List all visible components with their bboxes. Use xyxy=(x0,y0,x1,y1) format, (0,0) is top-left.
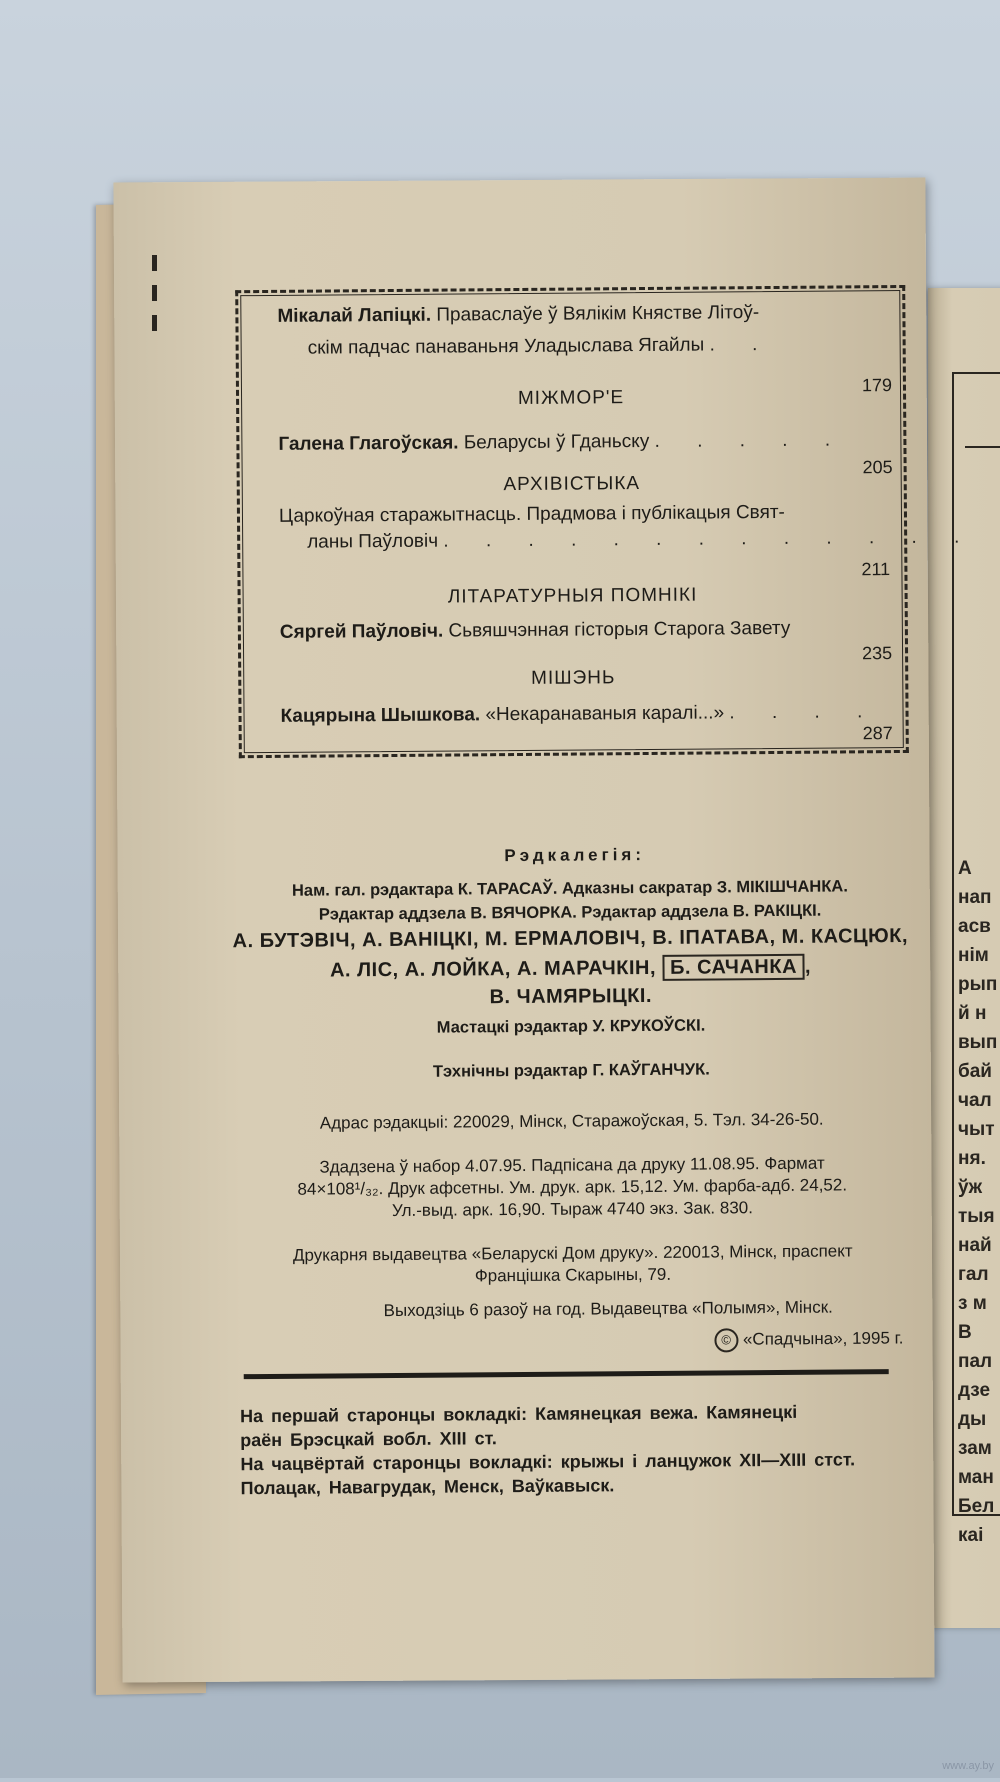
facing-page-fragment: пал xyxy=(958,1351,993,1372)
facing-page-fragment: В xyxy=(958,1322,972,1343)
copyright-text: «Спадчына», 1995 г. xyxy=(742,1328,904,1349)
toc-page-number: 205 xyxy=(862,457,893,478)
facing-page-fragment: най xyxy=(958,1235,992,1256)
facing-page-fragment: Бел xyxy=(958,1496,995,1517)
toc-title: Сьвяшчэнная гісторыя Старога Завету xyxy=(448,617,791,642)
toc-page-number: 179 xyxy=(861,375,893,396)
facing-page-fragment: дзе xyxy=(958,1380,991,1401)
editorial-members: В. ЧАМЯРЫЦКІ. xyxy=(489,984,653,1009)
toc-entry-1-cont: скім падчас панаваньня Уладыслава Ягайлы . . xyxy=(307,333,774,359)
cover-note: На чацвёртай старонцы вокладкі: крыжы і ланцужок XII—XIII стст. xyxy=(240,1449,856,1475)
toc-entry-2: Галена Глагоўская. Беларусы ў Гданьску . . . . . xyxy=(278,429,847,455)
facing-page-fragment: чал xyxy=(958,1090,992,1111)
cover-note: На першай старонцы вокладкі: Камянецкая вежа. Камянецкі xyxy=(239,1401,798,1427)
toc-section-heading: АРХІВІСТЫКА xyxy=(503,473,641,496)
toc-section-heading: МІЖМОР'Е xyxy=(517,387,625,410)
editorial-members-text: А. ЛІС, А. ЛОЙКА, А. МАРАЧКІН, xyxy=(329,956,657,982)
facing-page-fragment: асв xyxy=(958,916,991,937)
printer-info: Францішка Скарыны, 79. xyxy=(474,1264,672,1286)
editorial-address: Адрас рэдакцыі: 220029, Мінск, Старажоўская, 5. Тэл. 34-26-50. xyxy=(319,1109,824,1133)
editorial-line: Рэдактар аддзела В. ВЯЧОРКА. Рэдактар аддзела В. РАКІЦКІ. xyxy=(318,901,822,924)
facing-page-fragment: ман xyxy=(958,1467,994,1488)
toc-author: Мікалай Лапіцкі. xyxy=(277,304,432,327)
printer-info: Друкарня выдавецтва «Беларускі Дом друку». 220013, Мінск, праспект xyxy=(292,1241,853,1265)
section-divider xyxy=(244,1369,889,1379)
editorial-board-heading: Рэдкалегія: xyxy=(504,845,646,866)
toc-entry-5: Кацярына Шышкова. «Некаранаваныя каралі...» . . . . xyxy=(280,701,879,727)
editorial-line: Нам. гал. рэдактара К. ТАРАСАЎ. Адказны сакратар З. МІКІШЧАНКА. xyxy=(291,877,848,900)
toc-section-heading: ЛІТАРАТУРНЫЯ ПОМНІКІ xyxy=(447,584,698,608)
cover-note: Полацак, Навагрудак, Менск, Ваўкавыск. xyxy=(240,1475,615,1499)
cover-note: раён Брэсцкай вобл. XIII ст. xyxy=(240,1428,497,1451)
toc-title: скім падчас панаваньня Уладыслава Ягайлы xyxy=(307,334,705,359)
facing-page-fragment: й н xyxy=(958,1003,987,1024)
toc-entry-3-cont: ланы Паўловіч . . . . . . . . . . . . . xyxy=(307,526,976,553)
highlighted-name: Б. САЧАНКА xyxy=(662,954,805,981)
toc-title: Беларусы ў Гданьску xyxy=(463,430,650,454)
toc-title: ланы Паўловіч xyxy=(307,530,439,553)
editorial-members-comma: , xyxy=(804,955,812,978)
facing-page-fragment: ня. xyxy=(958,1148,986,1169)
facing-page-fragment: рып xyxy=(958,974,998,995)
toc-author: Галена Глагоўская. xyxy=(278,432,459,455)
art-editor: Мастацкі рэдактар У. КРУКОЎСКІ. xyxy=(436,1016,706,1037)
toc-author: Сяргей Паўловіч. xyxy=(279,620,444,643)
facing-page-fragment: вып xyxy=(958,1032,998,1053)
facing-page-fragment: з м xyxy=(958,1293,987,1314)
toc-page-number: 235 xyxy=(861,643,893,664)
print-info: Ул.-выд. арк. 16,90. Тыраж 4740 экз. Зак. 830. xyxy=(391,1198,753,1221)
publication-frequency: Выходзіць 6 разоў на год. Выдавецтва «Полымя», Мінск. xyxy=(383,1297,833,1321)
toc-page-number: 287 xyxy=(862,723,893,744)
toc-title: «Некаранаваныя каралі...» xyxy=(485,702,725,726)
toc-entry-4 xyxy=(280,615,890,646)
print-info: 84×108¹/₃₂. Друк афсетны. Ум. друк. арк. 15,12. Ум. фарба-адб. 24,52. xyxy=(297,1175,848,1199)
toc-title: Праваслаўе ў Вялікім Княстве Літоў- xyxy=(436,302,760,326)
copyright-line xyxy=(423,1327,903,1355)
facing-page-fragment: гал xyxy=(958,1264,989,1285)
facing-page-fragment: ды xyxy=(958,1409,987,1430)
facing-page-fragment: тыя xyxy=(958,1206,995,1227)
facing-page-fragment: зам xyxy=(958,1438,992,1459)
editorial-members: А. БУТЭВІЧ, А. ВАНІЦКІ, М. ЕРМАЛОВІЧ, В. ІПАТАВА, М. КАСЦЮК, xyxy=(232,924,909,953)
toc-page-number: 211 xyxy=(861,559,891,580)
toc-title: Царкоўная старажытнасць. Прадмова і публікацыя Свят- xyxy=(278,501,785,527)
facing-page-fragment: нап xyxy=(958,887,992,908)
editorial-members xyxy=(225,955,915,983)
technical-editor: Тэхнічны рэдактар Г. КАЎГАНЧУК. xyxy=(432,1060,710,1081)
facing-page-fragment: нім xyxy=(958,945,989,966)
facing-page-fragment: каі xyxy=(958,1525,984,1546)
print-info: Здадзена ў набор 4.07.95. Падпісана да друку 11.08.95. Фармат xyxy=(319,1153,825,1177)
toc-entry-1 xyxy=(277,299,887,330)
copyright-icon: © xyxy=(714,1328,738,1352)
facing-page-fragment: ўж xyxy=(958,1177,983,1198)
toc-author: Кацярына Шышкова. xyxy=(280,704,481,727)
toc-section-heading: МІШЭНЬ xyxy=(530,667,616,689)
facing-page-fragment: бай xyxy=(958,1061,992,1082)
facing-page-fragment: чыт xyxy=(958,1119,995,1140)
watermark: www.ay.by xyxy=(942,1760,994,1772)
facing-page-fragment: А xyxy=(958,858,972,879)
